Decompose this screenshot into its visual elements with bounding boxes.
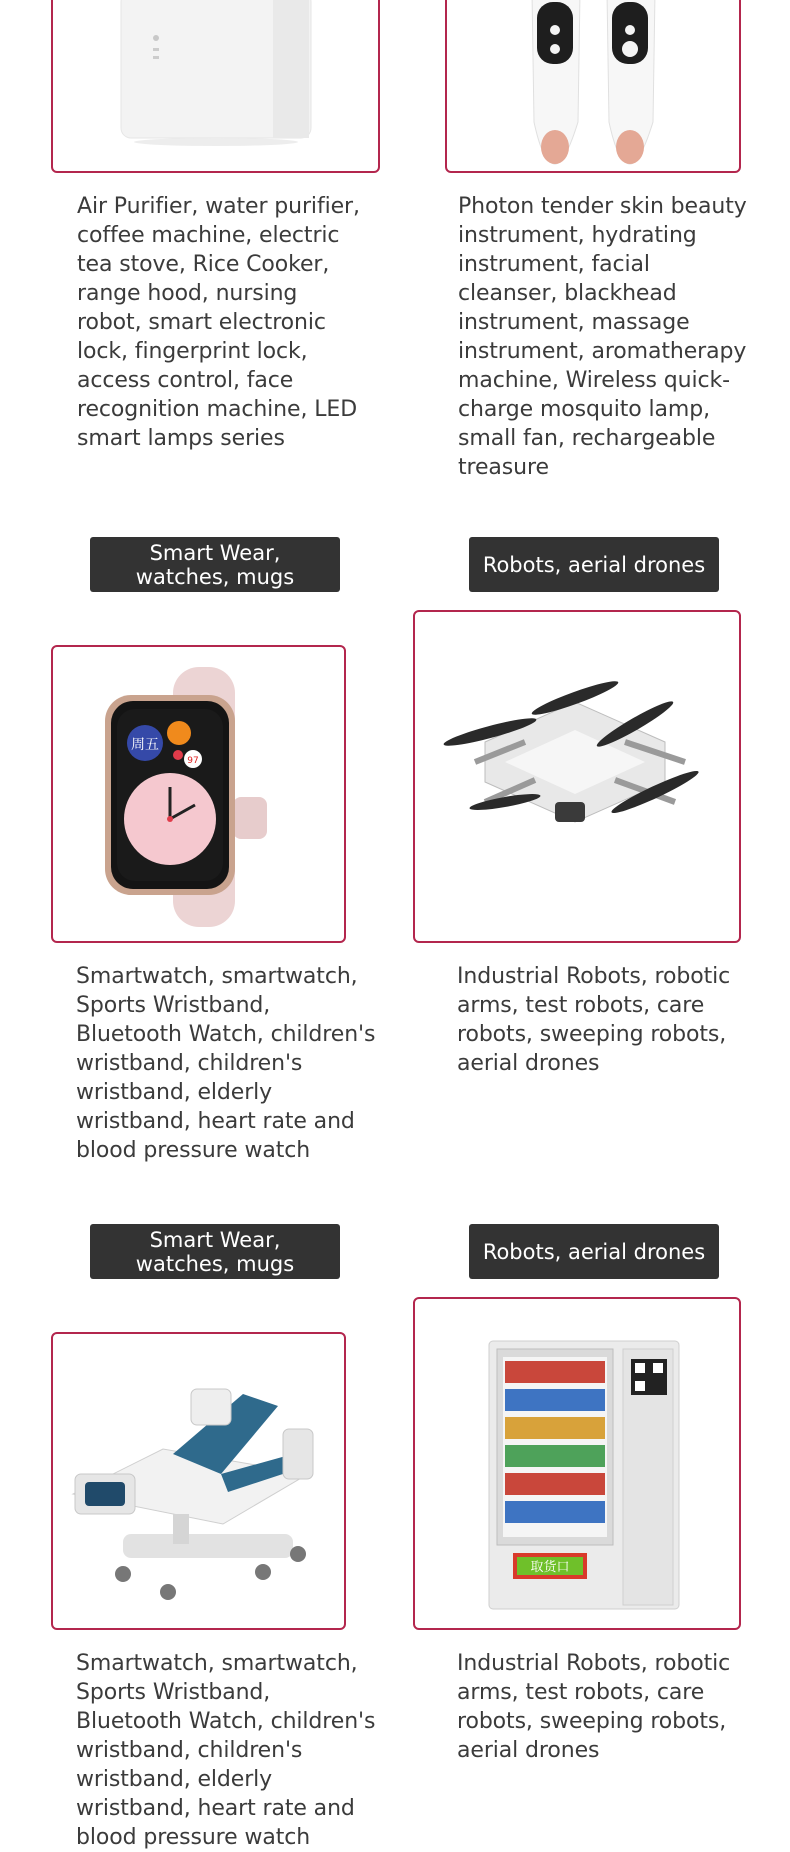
hospital-bed-image	[53, 1334, 344, 1628]
product-image-frame[interactable]	[51, 0, 380, 173]
vending-machine-image	[415, 1299, 739, 1628]
drone-image	[415, 612, 739, 941]
watch-day-label: 周五	[131, 737, 159, 753]
product-image-frame[interactable]	[445, 0, 741, 173]
category-tag[interactable]: Smart Wear, watches, mugs	[90, 1224, 340, 1279]
product-description: Industrial Robots, robotic arms, test robots, care robots, sweeping robots, aerial drones	[457, 964, 731, 1076]
product-image-frame[interactable]	[51, 645, 346, 943]
beauty-instrument-image	[447, 0, 739, 171]
category-tag[interactable]: Smart Wear, watches, mugs	[90, 537, 340, 592]
product-image-frame[interactable]	[413, 610, 741, 943]
product-description: Industrial Robots, robotic arms, test robots, care robots, sweeping robots, aerial drones	[457, 1651, 731, 1763]
vending-pickup-label: 取货口	[530, 1560, 570, 1575]
category-tag[interactable]: Robots, aerial drones	[469, 1224, 719, 1279]
product-image-frame[interactable]	[51, 1332, 346, 1630]
product-description: Smartwatch, smartwatch, Sports Wristband, Bluetooth Watch, children's wristband, children's wristband, elderly wristband, heart rate and blood pressure watch	[76, 1651, 376, 1850]
product-description: Smartwatch, smartwatch, Sports Wristband, Bluetooth Watch, children's wristband, children's wristband, elderly wristband, heart rate and blood pressure watch	[76, 964, 376, 1163]
air-purifier-image	[53, 0, 378, 171]
category-tag[interactable]: Robots, aerial drones	[469, 537, 719, 592]
product-image-frame[interactable]	[413, 1297, 741, 1630]
smartwatch-image	[53, 647, 344, 941]
product-description: Air Purifier, water purifier, coffee machine, electric tea stove, Rice Cooker, range hood, nursing robot, smart electronic lock, fingerprint lock, access control, face recognition machine, LED smart lamps series	[77, 194, 360, 451]
product-description: Photon tender skin beauty instrument, hydrating instrument, facial cleanser, blackhead instrument, massage instrument, aromatherapy machine, Wireless quick-charge mosquito lamp, small fan, rechargeable treasure	[458, 194, 747, 480]
watch-badge: 97	[187, 756, 199, 766]
